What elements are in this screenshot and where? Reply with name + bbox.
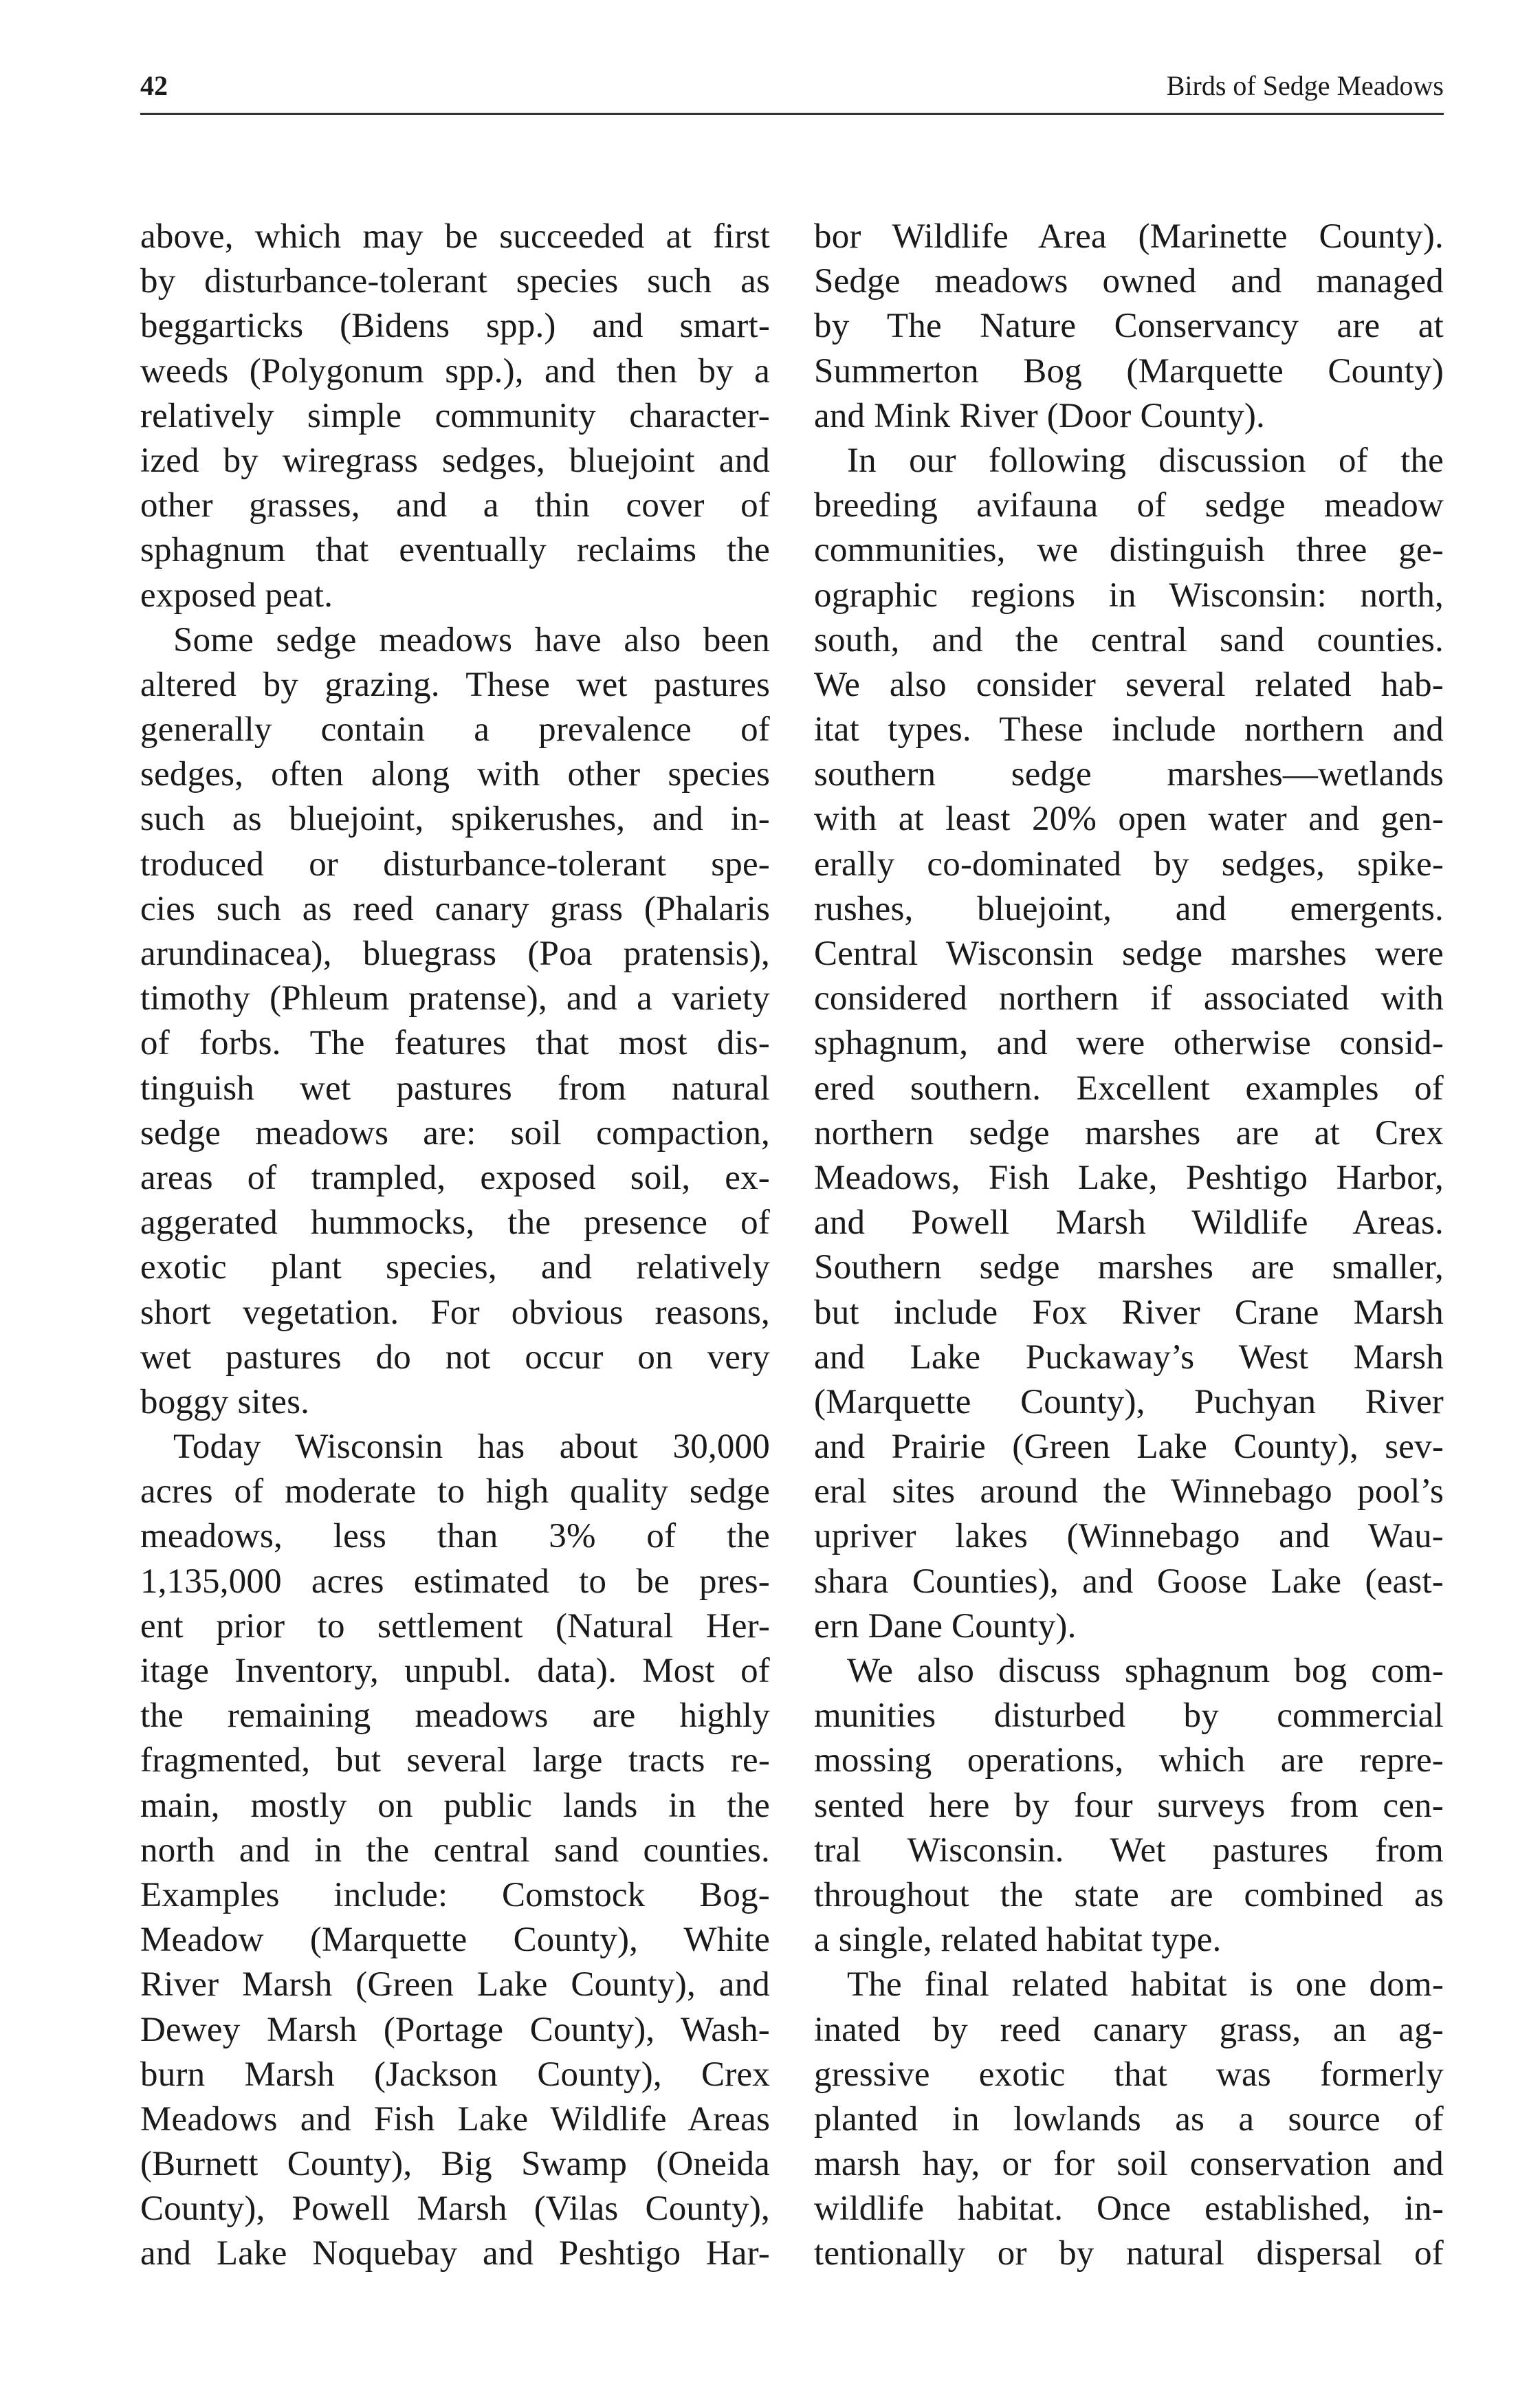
text-line: and Lake Puckaway’s West Marsh — [814, 1337, 1444, 1377]
text-line: itat types. These include northern and — [814, 710, 1444, 750]
text-line: We also consider several related hab- — [814, 665, 1444, 704]
text-line: communities, we distinguish three ge- — [814, 531, 1444, 570]
text-line: (Burnett County), Big Swamp (Oneida — [140, 2145, 770, 2184]
text-line: exotic plant species, and relatively — [140, 1248, 770, 1287]
paragraph — [140, 618, 770, 1425]
text-line: main, mostly on public lands in the — [140, 1786, 770, 1825]
text-line: by The Nature Conservancy are at — [814, 307, 1444, 346]
text-line: eral sites around the Winnebago pool’s — [814, 1472, 1444, 1511]
text-line: Central Wisconsin sedge marshes were — [814, 935, 1444, 973]
text-line: planted in lowlands as a source of — [814, 2099, 1444, 2139]
text-line: fragmented, but several large tracts re- — [140, 1741, 770, 1780]
text-line: southern sedge marshes—wetlands — [814, 755, 1444, 794]
text-line: Dewey Marsh (Portage County), Wash- — [140, 2010, 770, 2049]
text-line: River Marsh (Green Lake County), and — [140, 1965, 770, 2004]
text-line: other grasses, and a thin cover of — [140, 486, 770, 525]
text-line: rushes, bluejoint, and emergents. — [814, 889, 1444, 928]
paragraph — [814, 439, 1444, 1649]
text-line: generally contain a prevalence of — [140, 710, 770, 750]
text-line: and Mink River (Door County). — [814, 396, 1265, 435]
text-line: Some sedge meadows have also been — [173, 620, 770, 659]
text-line: altered by grazing. These wet pastures — [140, 665, 770, 704]
text-line: acres of moderate to high quality sedge — [140, 1472, 770, 1511]
text-line: (Marquette County), Puchyan River — [814, 1382, 1444, 1421]
text-line: relatively simple community character- — [140, 396, 770, 435]
text-line: sented here by four surveys from cen- — [814, 1786, 1444, 1825]
text-line: inated by reed canary grass, an ag- — [814, 2010, 1444, 2049]
text-line: such as bluejoint, spikerushes, and in- — [140, 800, 770, 839]
text-line: cies such as reed canary grass (Phalaris — [140, 889, 770, 928]
text-line: munities disturbed by commercial — [814, 1696, 1444, 1736]
text-line: and Prairie (Green Lake County), sev- — [814, 1428, 1444, 1467]
text-line: sphagnum that eventually reclaims the — [140, 531, 770, 570]
text-line: Meadows, Fish Lake, Peshtigo Harbor, — [814, 1158, 1444, 1197]
text-line: breeding avifauna of sedge meadow — [814, 486, 1444, 525]
paragraph — [814, 215, 1444, 439]
text-line: itage Inventory, unpubl. data). Most of — [140, 1652, 770, 1690]
text-line: above, which may be succeeded at first — [140, 217, 770, 256]
left-column — [140, 215, 770, 2277]
paragraph — [140, 1425, 770, 2277]
text-line: north and in the central sand counties. — [140, 1831, 770, 1870]
text-line: Sedge meadows owned and managed — [814, 262, 1444, 301]
text-line: aggerated hummocks, the presence of — [140, 1203, 770, 1243]
text-line: erally co-dominated by sedges, spike- — [814, 844, 1444, 884]
text-line: timothy (Phleum pratense), and a variety — [140, 979, 770, 1018]
text-line: sedges, often along with other species — [140, 755, 770, 794]
text-line: tral Wisconsin. Wet pastures from — [814, 1831, 1444, 1870]
text-line: Meadow (Marquette County), White — [140, 1921, 770, 1960]
text-line: throughout the state are combined as — [814, 1875, 1444, 1914]
text-line: short vegetation. For obvious reasons, — [140, 1293, 770, 1332]
text-line: wildlife habitat. Once established, in- — [814, 2189, 1444, 2229]
text-line: Today Wisconsin has about 30,000 — [173, 1428, 770, 1467]
text-line: ered southern. Excellent examples of — [814, 1069, 1444, 1108]
text-line: The final related habitat is one dom- — [847, 1965, 1444, 2004]
text-line: by disturbance-tolerant species such as — [140, 262, 770, 301]
text-line: exposed peat. — [140, 576, 333, 615]
text-line: wet pastures do not occur on very — [140, 1337, 770, 1377]
text-line: ern Dane County). — [814, 1606, 1077, 1646]
text-line: tinguish wet pastures from natural — [140, 1069, 770, 1108]
text-line: ographic regions in Wisconsin: north, — [814, 576, 1444, 615]
text-line: boggy sites. — [140, 1382, 310, 1421]
text-line: the remaining meadows are highly — [140, 1696, 770, 1736]
text-line: and Lake Noquebay and Peshtigo Har- — [140, 2234, 770, 2273]
text-line: areas of trampled, exposed soil, ex- — [140, 1158, 770, 1197]
paragraph — [814, 1963, 1444, 2276]
text-line: mossing operations, which are repre- — [814, 1741, 1444, 1780]
text-line: burn Marsh (Jackson County), Crex — [140, 2055, 770, 2094]
text-line: marsh hay, or for soil conservation and — [814, 2145, 1444, 2184]
text-line: with at least 20% open water and gen- — [814, 800, 1444, 839]
text-line: shara Counties), and Goose Lake (east- — [814, 1562, 1444, 1601]
header-rule — [140, 113, 1444, 115]
text-line: meadows, less than 3% of the — [140, 1517, 770, 1556]
text-line: gressive exotic that was formerly — [814, 2055, 1444, 2094]
right-column — [814, 215, 1444, 2277]
text-line: Examples include: Comstock Bog- — [140, 1875, 770, 1914]
text-line: In our following discussion of the — [847, 441, 1444, 480]
text-line: troduced or disturbance-tolerant spe- — [140, 844, 770, 884]
running-title: Birds of Sedge Meadows — [1166, 70, 1444, 101]
text-line: bor Wildlife Area (Marinette County). — [814, 217, 1444, 256]
text-line: sedge meadows are: soil compaction, — [140, 1113, 770, 1152]
text-line: weeds (Polygonum spp.), and then by a — [140, 351, 770, 391]
text-line: We also discuss sphagnum bog com- — [847, 1652, 1444, 1690]
text-line: upriver lakes (Winnebago and Wau- — [814, 1517, 1444, 1556]
text-line: County), Powell Marsh (Vilas County), — [140, 2189, 770, 2229]
text-line: a single, related habitat type. — [814, 1921, 1222, 1960]
text-line: sphagnum, and were otherwise consid- — [814, 1024, 1444, 1063]
text-line: but include Fox River Crane Marsh — [814, 1293, 1444, 1332]
text-line: south, and the central sand counties. — [814, 620, 1444, 659]
paragraph — [814, 1649, 1444, 1963]
text-line: Southern sedge marshes are smaller, — [814, 1248, 1444, 1287]
text-line: beggarticks (Bidens spp.) and smart- — [140, 307, 770, 346]
text-line: northern sedge marshes are at Crex — [814, 1113, 1444, 1152]
text-line: considered northern if associated with — [814, 979, 1444, 1018]
text-line: 1,135,000 acres estimated to be pres- — [140, 1562, 770, 1601]
text-line: arundinacea), bluegrass (Poa pratensis), — [140, 935, 770, 973]
text-line: of forbs. The features that most dis- — [140, 1024, 770, 1063]
text-line: and Powell Marsh Wildlife Areas. — [814, 1203, 1444, 1243]
page-number: 42 — [140, 70, 168, 101]
text-line: ent prior to settlement (Natural Her- — [140, 1606, 770, 1646]
paragraph — [140, 215, 770, 618]
text-line: Meadows and Fish Lake Wildlife Areas — [140, 2099, 770, 2139]
text-line: ized by wiregrass sedges, bluejoint and — [140, 441, 770, 480]
text-line: tentionally or by natural dispersal of — [814, 2234, 1444, 2273]
text-line: Summerton Bog (Marquette County) — [814, 351, 1444, 391]
